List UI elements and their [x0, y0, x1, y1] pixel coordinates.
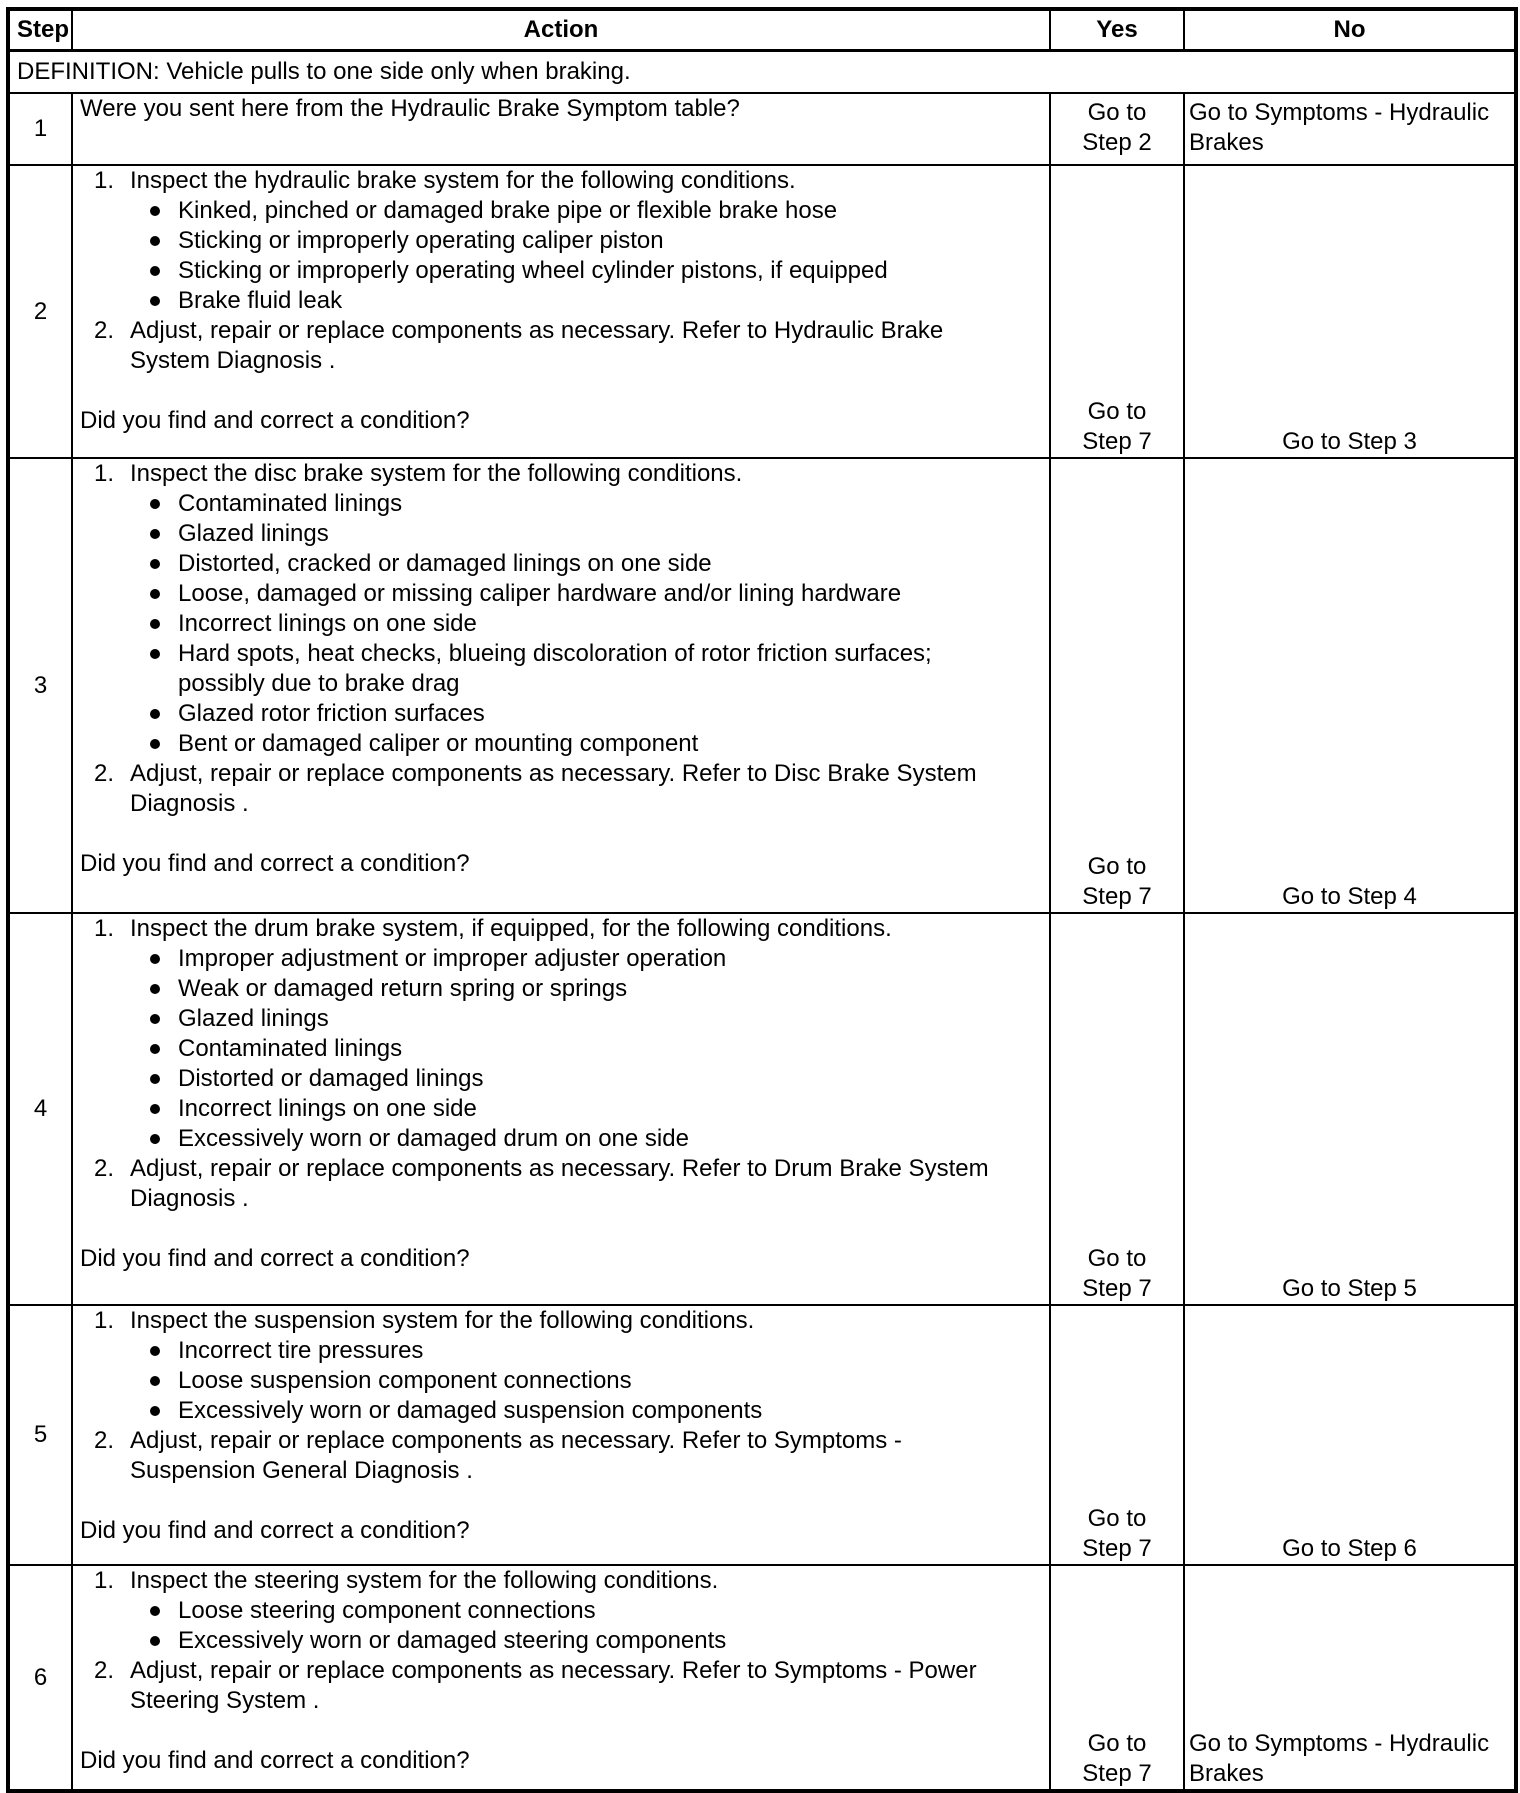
- table-row: [8, 93, 1516, 165]
- yes-cell: Go to Step 7: [1050, 458, 1184, 913]
- bullet-item: Sticking or improperly operating caliper piston: [144, 226, 1042, 256]
- bullet-item: Distorted or damaged linings: [144, 1064, 1042, 1094]
- step-number: 5: [8, 1305, 72, 1565]
- list-item: 2. Adjust, repair or replace components as necessary. Refer to Drum Brake System Diagnosis .: [94, 1155, 989, 1212]
- no-cell: Go to Step 5: [1184, 913, 1516, 1305]
- bullet-item: Contaminated linings: [144, 1034, 1042, 1064]
- table-row: [8, 1565, 1516, 1791]
- list-item: 2. Adjust, repair or replace components as necessary. Refer to Symptoms - Power Steering System .: [94, 1657, 977, 1714]
- step-number: 2: [8, 165, 72, 458]
- header-row: [8, 9, 1516, 51]
- definition-row: [8, 51, 1516, 94]
- step-number: 1: [8, 93, 72, 165]
- list-item: 1. Inspect the steering system for the following conditions.: [94, 1567, 719, 1594]
- bullet-item: Kinked, pinched or damaged brake pipe or flexible brake hose: [144, 196, 1042, 226]
- bullet-item: Sticking or improperly operating wheel cylinder pistons, if equipped: [144, 256, 1042, 286]
- no-cell: Go to Step 6: [1184, 1305, 1516, 1565]
- bullet-item: Improper adjustment or improper adjuster operation: [144, 944, 1042, 974]
- bullet-item: Bent or damaged caliper or mounting component: [144, 729, 1042, 759]
- bullet-item: Glazed linings: [144, 1004, 1042, 1034]
- step-number: 6: [8, 1565, 72, 1791]
- action-cell: [72, 913, 1050, 1305]
- bullet-item: Glazed rotor friction surfaces: [144, 699, 1042, 729]
- bullet-item: Hard spots, heat checks, blueing discoloration of rotor friction surfaces; possibly due to brake drag: [144, 639, 1042, 699]
- bullet-item: Brake fluid leak: [144, 286, 1042, 316]
- definition-text: DEFINITION: Vehicle pulls to one side only when braking.: [8, 51, 1516, 94]
- no-cell: Go to Symptoms - Hydraulic Brakes: [1184, 1565, 1516, 1791]
- table-row: [8, 458, 1516, 913]
- bullet-item: Excessively worn or damaged drum on one side: [144, 1124, 1042, 1154]
- question-text: Did you find and correct a condition?: [80, 1517, 470, 1544]
- step-number: 4: [8, 913, 72, 1305]
- action-cell: [72, 1305, 1050, 1565]
- question-text: Were you sent here from the Hydraulic Brake Symptom table?: [80, 95, 740, 122]
- bullet-item: Loose, damaged or missing caliper hardware and/or lining hardware: [144, 579, 1042, 609]
- bullet-item: Incorrect linings on one side: [144, 1094, 1042, 1124]
- yes-cell: Go to Step 7: [1050, 165, 1184, 458]
- bullet-item: Contaminated linings: [144, 489, 1042, 519]
- no-line: Brakes: [1189, 129, 1264, 156]
- table-row: [8, 913, 1516, 1305]
- no-cell: [1184, 93, 1516, 165]
- bullet-item: Distorted, cracked or damaged linings on one side: [144, 549, 1042, 579]
- yes-cell: Go to Step 7: [1050, 1565, 1184, 1791]
- list-item: 2. Adjust, repair or replace components as necessary. Refer to Disc Brake System Diagnosis .: [94, 760, 977, 817]
- list-item: 1. Inspect the suspension system for the following conditions.: [94, 1307, 755, 1334]
- bullet-item: Excessively worn or damaged suspension components: [144, 1396, 1042, 1426]
- question-text: Did you find and correct a condition?: [80, 1747, 470, 1774]
- header-action: Action: [72, 9, 1050, 51]
- question-text: Did you find and correct a condition?: [80, 1245, 470, 1272]
- bullet-item: Loose steering component connections: [144, 1596, 1042, 1626]
- list-item: 2. Adjust, repair or replace components as necessary. Refer to Symptoms - Suspension General Diagnosis .: [94, 1427, 902, 1484]
- yes-cell: Go to Step 7: [1050, 913, 1184, 1305]
- yes-line: Go to: [1087, 99, 1147, 126]
- list-item: 2. Adjust, repair or replace components as necessary. Refer to Hydraulic Brake System Diagnosis .: [94, 317, 944, 374]
- list-item: 1. Inspect the hydraulic brake system for the following conditions.: [94, 167, 796, 194]
- no-cell: Go to Step 4: [1184, 458, 1516, 913]
- diagnostic-table: [6, 7, 1518, 1793]
- bullet-item: Loose suspension component connections: [144, 1366, 1042, 1396]
- header-step: Step: [8, 9, 72, 51]
- action-cell: [72, 458, 1050, 913]
- yes-line: Step 2: [1082, 129, 1152, 156]
- bullet-item: Weak or damaged return spring or springs: [144, 974, 1042, 1004]
- list-item: 1. Inspect the disc brake system for the following conditions.: [94, 460, 743, 487]
- question-text: Did you find and correct a condition?: [80, 407, 470, 434]
- no-cell: Go to Step 3: [1184, 165, 1516, 458]
- list-item: 1. Inspect the drum brake system, if equipped, for the following conditions.: [94, 915, 892, 942]
- step-number: 3: [8, 458, 72, 913]
- bullet-item: Incorrect linings on one side: [144, 609, 1042, 639]
- table-row: [8, 165, 1516, 458]
- header-no: No: [1184, 9, 1516, 51]
- action-cell: [72, 165, 1050, 458]
- yes-cell: Go to Step 7: [1050, 1305, 1184, 1565]
- bullet-item: Excessively worn or damaged steering components: [144, 1626, 1042, 1656]
- action-cell: [72, 93, 1050, 165]
- question-text: Did you find and correct a condition?: [80, 850, 470, 877]
- no-line: Go to Symptoms - Hydraulic: [1189, 99, 1490, 126]
- yes-cell: [1050, 93, 1184, 165]
- table-row: [8, 1305, 1516, 1565]
- bullet-item: Incorrect tire pressures: [144, 1336, 1042, 1366]
- bullet-item: Glazed linings: [144, 519, 1042, 549]
- action-cell: [72, 1565, 1050, 1791]
- header-yes: Yes: [1050, 9, 1184, 51]
